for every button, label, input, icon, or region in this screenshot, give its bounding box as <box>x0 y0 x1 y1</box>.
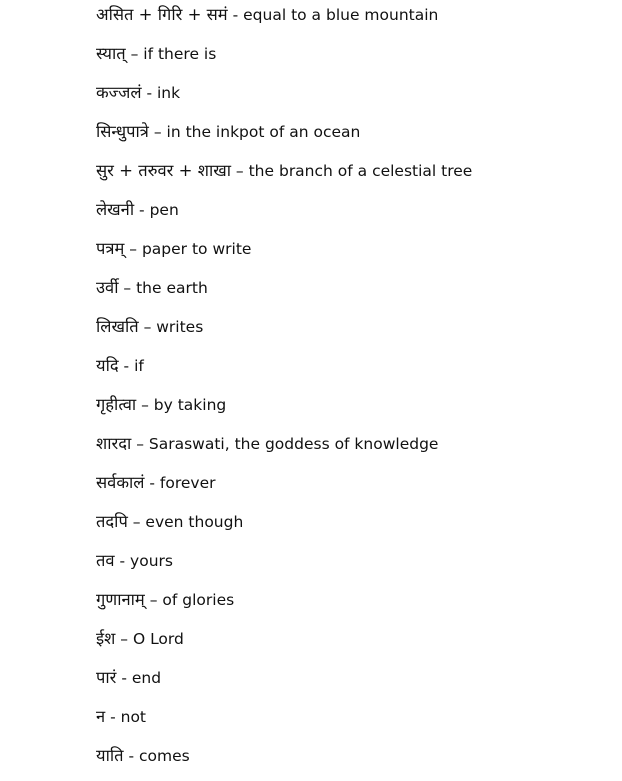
separator: - <box>116 669 132 687</box>
english-meaning: of glories <box>162 591 235 609</box>
separator: – <box>118 279 137 297</box>
separator: - <box>114 552 131 570</box>
sanskrit-term: गृहीत्वा <box>96 395 137 414</box>
english-meaning: if there is <box>143 45 217 63</box>
separator: - <box>141 84 157 102</box>
english-meaning: comes <box>138 747 190 765</box>
english-meaning: Saraswati, the goddess of knowledge <box>148 435 439 453</box>
separator: – <box>144 591 163 609</box>
separator: - <box>134 201 150 219</box>
sanskrit-term: तव <box>96 551 115 570</box>
sanskrit-term: लेखनी <box>96 200 135 219</box>
separator: – <box>124 240 142 258</box>
glossary-entry <box>96 78 472 117</box>
separator: – <box>138 318 157 336</box>
sanskrit-term: असित + गिरि + समं <box>96 5 228 24</box>
separator: – <box>131 435 149 453</box>
separator: - <box>123 747 139 765</box>
glossary-entry <box>96 156 472 195</box>
separator: – <box>125 45 144 63</box>
english-meaning: if <box>134 357 144 375</box>
english-meaning: ink <box>157 84 181 102</box>
english-meaning: even though <box>145 513 244 531</box>
english-meaning: the earth <box>136 279 208 297</box>
sanskrit-term: न <box>96 707 106 726</box>
sanskrit-term: स्यात् <box>96 44 126 63</box>
separator: - <box>118 357 135 375</box>
sanskrit-term: कज्जलं <box>96 83 142 102</box>
glossary-entry <box>96 663 472 702</box>
separator: – <box>115 630 133 648</box>
english-meaning: writes <box>156 318 204 336</box>
glossary-entry <box>96 390 472 429</box>
sanskrit-term: सर्वकालं <box>96 473 145 492</box>
english-meaning: equal to a blue mountain <box>243 6 439 24</box>
glossary-entry <box>96 39 472 78</box>
sanskrit-term: सुर + तरुवर + शाखा <box>96 161 231 180</box>
glossary-entry <box>96 741 472 780</box>
glossary-entry <box>96 468 472 507</box>
sanskrit-term: तदपि <box>96 512 128 531</box>
separator: – <box>127 513 146 531</box>
sanskrit-term: याति <box>96 746 124 765</box>
glossary-entry <box>96 507 472 546</box>
english-meaning: by taking <box>153 396 227 414</box>
english-meaning: forever <box>159 474 216 492</box>
sanskrit-term: पारं <box>96 668 117 687</box>
english-meaning: in the inkpot of an ocean <box>166 123 361 141</box>
glossary-entry <box>96 546 472 585</box>
english-meaning: paper to write <box>141 240 252 258</box>
separator: – <box>231 162 249 180</box>
sanskrit-term: गुणानाम् <box>96 590 145 609</box>
sanskrit-term: पत्रम् <box>96 239 125 258</box>
sanskrit-term: सिन्धुपात्रे <box>96 122 149 141</box>
glossary-entry <box>96 234 472 273</box>
english-meaning: the branch of a celestial tree <box>248 162 473 180</box>
glossary-entry <box>96 312 472 351</box>
separator: - <box>144 474 160 492</box>
sanskrit-term: लिखति <box>96 317 139 336</box>
glossary-entry <box>96 702 472 741</box>
glossary-entry <box>96 585 472 624</box>
english-meaning: pen <box>149 201 179 219</box>
sanskrit-term: उर्वी <box>96 278 119 297</box>
sanskrit-term: शारदा <box>96 434 132 453</box>
separator: - <box>227 6 244 24</box>
english-meaning: yours <box>130 552 173 570</box>
separator: – <box>148 123 167 141</box>
english-meaning: end <box>131 669 162 687</box>
glossary-entry <box>96 429 472 468</box>
glossary-entry <box>96 0 472 39</box>
glossary-entry <box>96 273 472 312</box>
separator: - <box>105 708 121 726</box>
glossary-entry <box>96 624 472 663</box>
english-meaning: O Lord <box>132 630 184 648</box>
sanskrit-term: यदि <box>96 356 119 375</box>
sanskrit-term: ईश <box>96 629 116 648</box>
glossary-entry <box>96 351 472 390</box>
english-meaning: not <box>120 708 147 726</box>
glossary-entry <box>96 195 472 234</box>
glossary-entry <box>96 117 472 156</box>
separator: – <box>136 396 154 414</box>
glossary-list <box>96 0 472 780</box>
